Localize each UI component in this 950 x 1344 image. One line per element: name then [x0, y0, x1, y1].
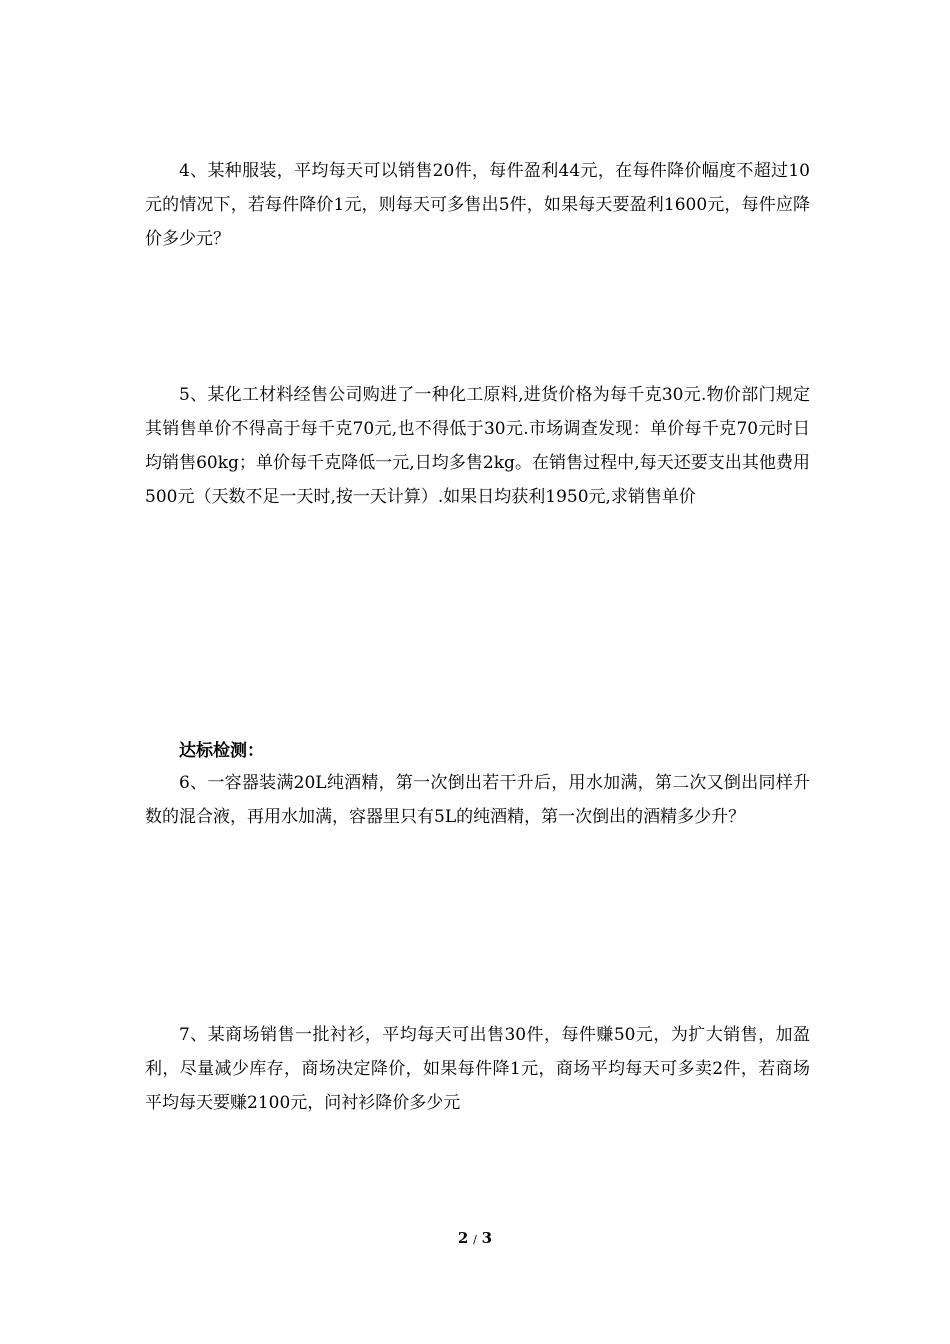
total-pages-number: 3: [481, 1229, 493, 1247]
problem-4-text: 4、某种服装，平均每天可以销售20件，每件盈利44元，在每件降价幅度不超过10元的情况下，若每件降价1元，则每天可多售出5件，如果每天要盈利1600元，每件应降价多少元？: [145, 161, 810, 249]
page-separator: /: [473, 1233, 477, 1246]
current-page-number: 2: [457, 1229, 469, 1247]
problem-6-text: 6、一容器装满20L纯酒精，第一次倒出若干升后，用水加满，第二次又倒出同样升数的混合液，再用水加满，容器里只有5L的纯酒精，第一次倒出的酒精多少升？: [145, 773, 810, 827]
problem-7-text: 7、某商场销售一批衬衫，平均每天可出售30件，每件赚50元，为扩大销售，加盈利，尽量减少库存，商场决定降价，如果每件降1元，商场平均每天可多卖2件，若商场平均每天要赚2100元，问衬衫降价多少元: [145, 1025, 810, 1113]
page-number: [0, 1226, 950, 1252]
section-heading: 达标检测：: [179, 741, 264, 761]
problem-5-text: 5、某化工材料经售公司购进了一种化工原料,进货价格为每千克30元.物价部门规定其销售单价不得高于每千克70元,也不得低于30元.市场调查发现：单价每千克70元时日均销售60kg；单价每千克降低一元,日均多售2kg。在销售过程中,每天还要支出其他费用500元（天数不足一天时,按一天计算）.如果日均获利1950元,求销售单价: [145, 385, 810, 507]
